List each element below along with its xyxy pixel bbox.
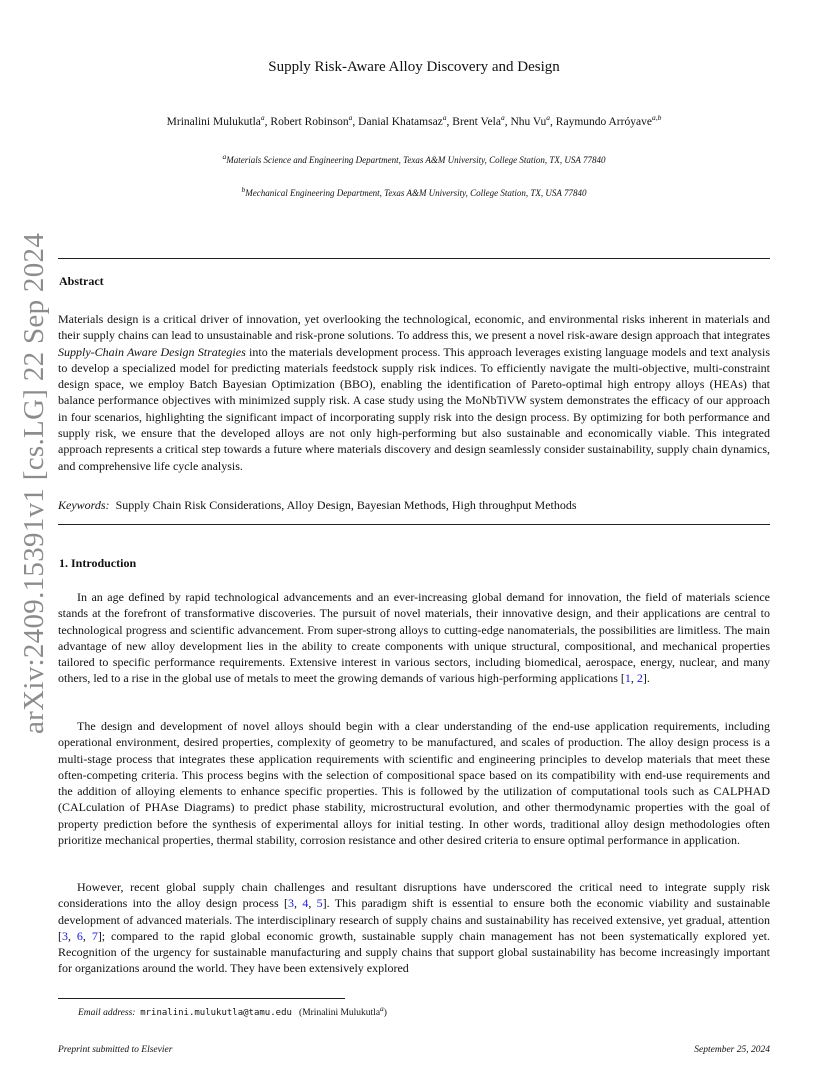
citation-link[interactable]: 7 [91, 928, 98, 943]
citation-link[interactable]: 6 [76, 928, 83, 943]
abstract-body: Materials design is a critical driver of innovation, yet overlooking the technological, economic, and environmental risks inherent in materials and their supply chains can lead to unsustainable and risk-prone solutions. To address this, we present a novel risk-aware design approach that integrates Supply-Chain Aware Design Strategies into the materials development process. This approach leverages existing language models and text analysis to develop a specialized model for predicting materials feedstock supply risk indices. To efficiently navigate the multi-objective, multi-constraint design space, we employ Batch Bayesian Optimization (BBO), enabling the identification of Pareto-optimal high entropy alloys (HEAs) that balance performance objectives with minimized supply risk. A case study using the MoNbTiVW system demonstrates the efficacy of our approach in four scenarios, highlighting the significant impact of incorporating supply risk into the design process. By optimizing for both performance and supply risk, we ensure that the developed alloys are not only high-performing but also sustainable and economically viable. This integrated approach represents a critical step towards a future where materials discovery and design seamlessly consider sustainability, supply chain dynamics, and comprehensive life cycle analysis. [58, 312, 770, 473]
author-name: Raymundo Arróyave [555, 115, 652, 128]
citation-link[interactable]: 3 [287, 896, 294, 911]
footnote-rule [58, 998, 345, 999]
intro-paragraph-3: However, recent global supply chain challenges and resultant disruptions have underscored the critical need to integrate supply risk considerations into the alloy design process [3, 4, 5]. This paradigm shift is essential to ensure both the economic viability and sustainable development of advanced materials. The interdisciplinary research of supply chains and sustainability has received extensive, yet gradual, attention [3, 6, 7]; compared to the rapid global economic growth, sustainable supply chain management has not been systematically explored yet. Recognition of the urgency for sustainable manufacturing and supply chains that support global sustainability has become increasingly important for organizations around the world. They have been extensively explored [58, 880, 771, 976]
arxiv-identifier-stamp [16, 232, 60, 734]
affiliation-marker: a,b [651, 113, 662, 122]
author-list: Mrinalini Mulukutla$^a$, Robert Robinson$^a$, Danial Khatamsaz$^a$, Brent Vela$^a$, Nhu Vu$^a$, Raymundo Arróyave$^{a,b}$ [166, 113, 662, 128]
arxiv-identifier-text: arXiv:2409.15391v1 [cs.LG] 22 Sep 2024 [18, 232, 50, 734]
keywords [58, 497, 770, 513]
author-name: Danial Khatamsaz [358, 115, 443, 128]
citation-link[interactable]: 2 [636, 671, 643, 686]
corresponding-author-footnote: Email address: mrinalini.mulukutla@tamu.edu (Mrinalini Mulukutla$^a$) [78, 1004, 387, 1019]
affiliation-marker: a [260, 113, 265, 122]
section-heading-introduction: 1. Introduction [59, 556, 137, 570]
author-name: Nhu Vu [510, 115, 547, 128]
affiliation-marker: a [546, 113, 551, 122]
affiliation-marker: a [442, 113, 447, 122]
email-label: Email address: [78, 1008, 136, 1019]
citation-link[interactable]: 1 [624, 671, 631, 686]
email-address[interactable]: mrinalini.mulukutla@tamu.edu [140, 1008, 292, 1019]
author-name: Brent Vela [452, 115, 501, 128]
abstract-top-rule [58, 258, 770, 259]
citation-link[interactable]: 5 [316, 896, 323, 911]
affiliation-b: $^b$Mechanical Engineering Department, Texas A&M University, College Station, TX, USA 77840 [241, 185, 587, 198]
abstract-heading: Abstract [59, 274, 104, 288]
affiliation-marker: a [348, 113, 353, 122]
author-name: Mrinalini Mulukutla [166, 115, 261, 128]
footer-date: September 25, 2024 [694, 1045, 770, 1055]
paper-title: Supply Risk-Aware Alloy Discovery and Design [268, 59, 560, 75]
affiliation-a: $^a$Materials Science and Engineering Department, Texas A&M University, College Station, TX, USA 77840 [222, 152, 606, 165]
intro-paragraph-2: The design and development of novel alloys should begin with a clear understanding of the end-use application requirements, including operational environment, desired properties, complexity of geometry to be manufactured, and scales of production. The alloy design process is a multi-stage process that integrates these application requirements with scientific and engineering principles to develop materials that meet these often-competing criteria. This process begins with the selection of compositional space based on its compatibility with end-use requirements and the addition of alloying elements to enhance specific properties. This is followed by the utilization of computational tools such as CALPHAD (CALculation of PHAse Diagrams) to predict phase stability, microstructural evolution, and other thermodynamic properties with the goal of property prediction before the synthesis of experimental alloys for initial testing. In other words, traditional alloy design methodologies often prioritize mechanical properties, thermal stability, corrosion resistance and other desired criteria to ensure optimal performance in application. [58, 719, 770, 848]
citation-link[interactable]: 4 [302, 896, 309, 911]
abstract-italic-phrase: Supply-Chain Aware Design Strategies [58, 344, 246, 359]
keywords-label: Keywords: [58, 498, 110, 512]
keywords-text: Supply Chain Risk Considerations, Alloy Design, Bayesian Methods, High throughput Methods [115, 498, 577, 512]
abstract-bottom-rule [58, 524, 770, 525]
affiliation-marker: a [500, 113, 505, 122]
footer-journal: Preprint submitted to Elsevier [58, 1045, 173, 1055]
author-name: Robert Robinson [270, 115, 349, 128]
citation-link[interactable]: 3 [62, 928, 68, 943]
intro-paragraph-1: In an age defined by rapid technological advancements and an ever-increasing global demand for innovation, the field of materials science stands at the forefront of transformative discoveries. The pursuit of novel materials, their innovative design, and their applications are central to technological progress and scientific advancement. From super-strong alloys to cutting-edge nanomaterials, the possibilities are limitless. The main advantage of new alloy development lies in the ability to create components with unique structural, compositional, and mechanical properties tailored to specific performance requirements. Extensive interest in various sectors, including biomedical, aerospace, energy, nuclear, and many others, led to a rise in the global use of metals to meet the growing demands of various high-performing applications [1, 2]. [58, 590, 770, 686]
